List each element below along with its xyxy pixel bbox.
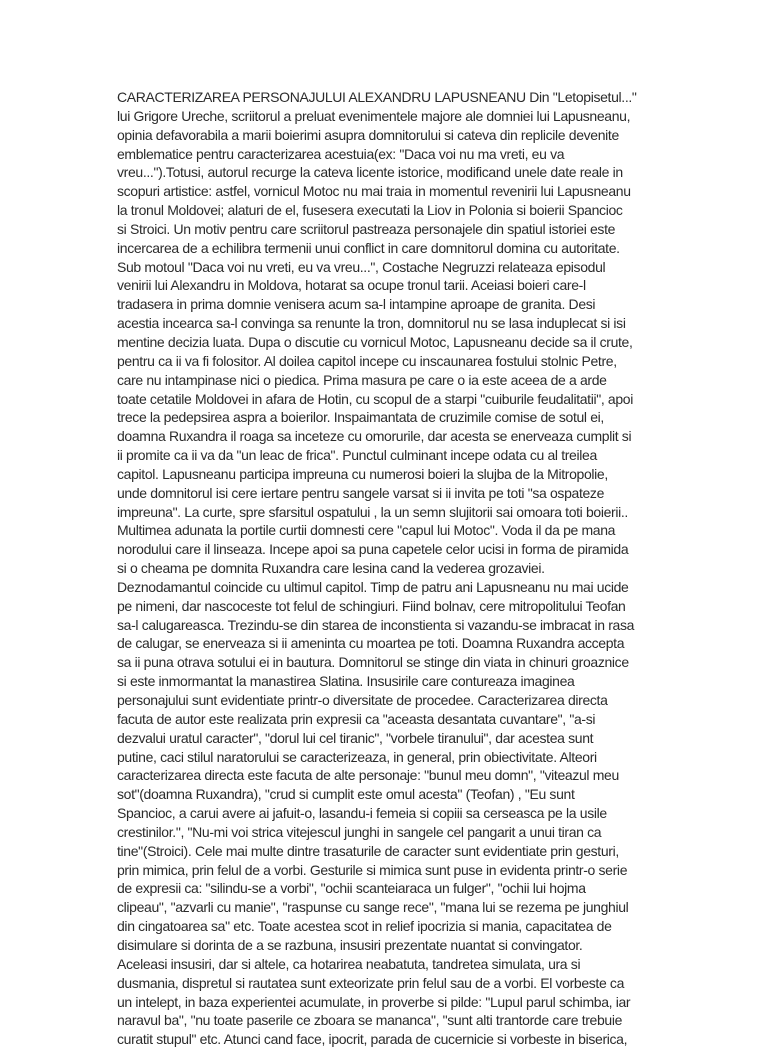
text-line: care nu intampinase nici o piedica. Prima masura pe care o ia este aceea de a arde [117, 371, 607, 388]
text-line: capitol. Lapusneanu participa impreuna cu numerosi boieri la slujba de la Mitropolie, [117, 465, 608, 482]
text-line: clipeau", "azvarli cu manie", "raspunse cu sange rece", "mana lui se rezema pe junghiul [117, 899, 629, 916]
text-line: disimulare si dorinta de a se razbuna, insusiri prezentate nuantat si convingator. [117, 936, 583, 953]
text-line: facuta de autor este realizata prin expresii ca "aceasta desantata cuvantare", "a-si [117, 710, 596, 727]
text-line: toate cetatile Moldovei in afara de Hotin, cu scopul de a starpi "cuiburile feudalitatii", apoi [117, 390, 634, 407]
document-body-text [117, 88, 662, 1049]
text-line: caracterizarea directa este facuta de alte personaje: "bunul meu domn", "viteazul meu [117, 767, 619, 784]
text-line: norodului care il linseaza. Incepe apoi sa puna capetele celor ucisi in forma de piramida [117, 541, 629, 558]
text-line: scopuri artistice: astfel, vornicul Motoc nu mai traia in momentul revenirii lui Lapusneanu [117, 183, 631, 200]
text-line: din cingatoarea sa" etc. Toate acestea scot in relief ipocrizia si mania, capacitatea de [117, 918, 612, 935]
text-line: naravul ba", "nu toate paserile ce zboara se mananca", "sunt alti trantorde care trebuie [117, 1012, 623, 1029]
text-line: sot"(doamna Ruxandra), "crud si cumplit este omul acesta" (Teofan) , "Eu sunt [117, 786, 575, 803]
text-line: dusmania, dispretul si rautatea sunt exteorizate prin felul sau de a vorbi. El vorbeste ca [117, 974, 625, 991]
text-line: de expresii ca: "silindu-se a vorbi", "ochii scanteiaraca un fulger", "ochii lui hojma [117, 880, 586, 897]
text-line: unde domnitorul isi cere iertare pentru sangele varsat si ii invita pe toti "sa ospateze [117, 484, 605, 501]
text-line: si este inmormantat la manastirea Slatina. Insusirile care contureaza imaginea [117, 673, 575, 690]
text-line: Deznodamantul coincide cu ultimul capitol. Timp de patru ani Lapusneanu nu mai ucide [117, 578, 629, 595]
text-line: si o cheama pe domnita Ruxandra care lesina cand la vederea grozaviei. [117, 560, 545, 577]
text-line: doamna Ruxandra il roaga sa inceteze cu omorurile, dar acesta se enerveaza cumplit si [117, 428, 632, 445]
text-line: lui Grigore Ureche, scriitorul a preluat evenimentele majore ale domniei lui Lapusneanu, [117, 107, 631, 124]
text-line: pentru ca ii va fi folositor. Al doilea capitol incepe cu inscaunarea fostului stolnic Petre, [117, 352, 617, 369]
text-line: opinia defavorabila a marii boierimi asupra domnitorului si cateva din replicile devenite [117, 126, 619, 143]
text-line: Multimea adunata la portile curtii domnesti cere "capul lui Motoc". Voda il da pe mana [117, 522, 616, 539]
text-line: Aceleasi insusiri, dar si altele, ca hotarirea neabatuta, tandretea simulata, ura si [117, 955, 581, 972]
text-line: emblematice pentru caracterizarea acestuia(ex: "Daca voi nu ma vreti, eu va [117, 145, 565, 162]
text-line: Spancioc, a carui avere ai jafuit-o, lasandu-i femeia si copiii sa cerseasca pe la usile [117, 805, 607, 822]
text-line: un intelept, in baza experientei acumulate, in proverbe si pilde: "Lupul parul schimba, iar [117, 993, 631, 1010]
text-line: sa ii puna otrava sotului ei in bautura. Domnitorul se stinge din viata in chinuri groaznice [117, 654, 629, 671]
text-line: Sub motoul "Daca voi nu vreti, eu va vreu...", Costache Negruzzi relateaza episodul [117, 258, 606, 275]
text-line: si Stroici. Un motiv pentru care scriitorul pastreaza personajele din spatiul istoriei este [117, 220, 616, 237]
text-line: acestia incearca sa-l convinga sa renunte la tron, domnitorul nu se lasa induplecat si isi [117, 315, 626, 332]
text-line: ii promite ca ii va da "un leac de frica". Punctul culminant incepe odata cu al treilea [117, 447, 597, 464]
text-line: venirii lui Alexandru in Moldova, hotarat sa ocupe tronul tarii. Aceiasi boieri care-l [117, 277, 586, 294]
text-line: curatit stupul" etc. Atunci cand face, ipocrit, parada de cucernicie si vorbeste in biserica, [117, 1031, 628, 1048]
text-line: crestinilor.", "Nu-mi voi strica vitejescul junghi in sangele cel pangarit a unui tiran ca [117, 823, 602, 840]
text-line: tine"(Stroici). Cele mai multe dintre trasaturile de caracter sunt evidentiate prin gesturi, [117, 842, 619, 859]
text-line: sa-l calugareasca. Trezindu-se din starea de inconstienta si vazandu-se imbracat in rasa [117, 616, 635, 633]
text-line: tradasera in prima domnie venisera acum sa-l intampine aproape de granita. Desi [117, 296, 596, 313]
text-line: putine, caci stilul naratorului se caracterizeaza, in general, prin obiectivitate. Alteori [117, 748, 597, 765]
text-line: dezvalui uratul caracter", "dorul lui cel tiranic", "vorbele tiranului", dar acestea sunt [117, 729, 594, 746]
text-line: mentine decizia luata. Dupa o discutie cu vornicul Motoc, Lapusneanu decide sa il crute, [117, 333, 633, 350]
text-line: personajului sunt evidentiate printr-o diversitate de procedee. Caracterizarea directa [117, 692, 608, 708]
text-line: impreuna". La curte, spre sfarsitul ospatului , la un semn slujitorii sai omoara toti boierii.. [117, 503, 628, 520]
text-line: de calugar, se enerveaza si ii ameninta cu moartea pe toti. Doamna Ruxandra accepta [117, 635, 625, 652]
text-line: prin mimica, prin felul de a vorbi. Gesturile si mimica sunt puse in evidenta printr-o serie [117, 861, 628, 878]
text-line: CARACTERIZAREA PERSONAJULUI ALEXANDRU LAPUSNEANU Din "Letopisetul..." [117, 89, 637, 105]
text-line: la tronul Moldovei; alaturi de el, fusesera executati la Liov in Polonia si boierii Spancioc [117, 202, 623, 219]
text-line: trece la pedepsirea aspra a boierilor. Inspaimantata de cruzimile comise de sotul ei, [117, 409, 604, 426]
text-line: incercarea de a echilibra termenii unui conflict in care domnitorul domina cu autoritate. [117, 239, 620, 256]
text-line: vreu...").Totusi, autorul recurge la cateva licente istorice, modificand unele date reale in [117, 164, 623, 181]
text-line: pe nimeni, dar nascoceste tot felul de schingiuri. Fiind bolnav, cere mitropolitului Teofan [117, 597, 626, 614]
